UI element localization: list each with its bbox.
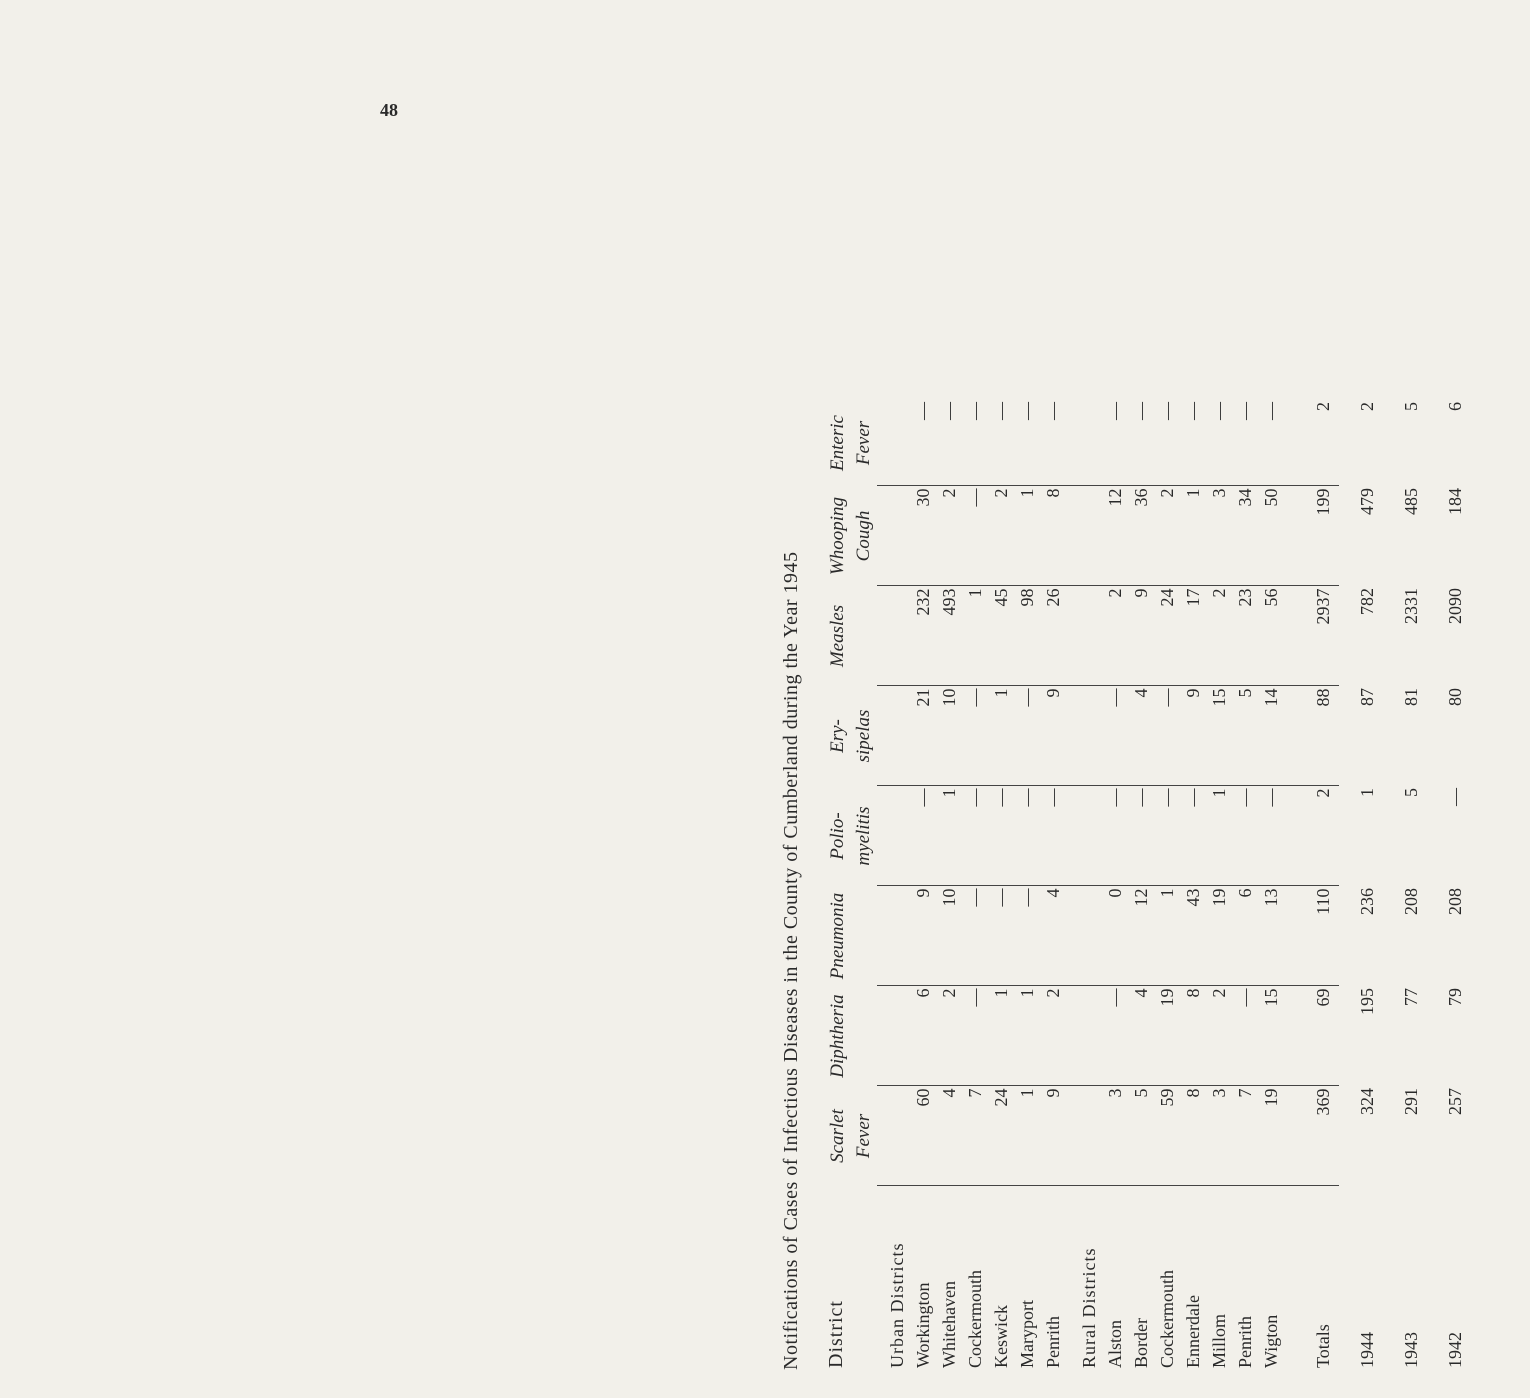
table-cell: 3 xyxy=(1209,1086,1235,1186)
row-label: Penrith xyxy=(1043,1316,1063,1368)
table-cell: — xyxy=(1017,400,1043,486)
table-cell: 1 xyxy=(991,986,1017,1086)
table-cell: 88 xyxy=(1287,686,1339,786)
table-cell: — xyxy=(1131,400,1157,486)
table-cell: 80 xyxy=(1445,688,1465,706)
table-cell: 3 xyxy=(1209,486,1235,586)
table-cell xyxy=(1069,1086,1105,1186)
row-label: Border xyxy=(1131,1318,1151,1368)
table-cell: — xyxy=(1157,686,1183,786)
table-cell: 2 xyxy=(1287,786,1339,886)
row-label: Urban Districts xyxy=(887,1242,907,1368)
table-cell: — xyxy=(913,400,939,486)
table-cell: 8 xyxy=(1183,986,1209,1086)
table-cell: 2 xyxy=(991,486,1017,586)
table-cell xyxy=(877,986,913,1086)
table-row xyxy=(1183,400,1209,1370)
table-cell: 81 xyxy=(1401,688,1421,706)
row-label: Ennerdale xyxy=(1183,1295,1203,1368)
table-cell: 208 xyxy=(1401,888,1421,915)
table-cell: 6 xyxy=(1445,402,1465,411)
table-cell: 369 xyxy=(1287,1086,1339,1186)
table-cell xyxy=(1069,486,1105,586)
table-cell: — xyxy=(965,786,991,886)
table-cell: 1 xyxy=(1017,486,1043,586)
table-cell: 4 xyxy=(1043,886,1069,986)
table-cell: 2937 xyxy=(1287,586,1339,686)
table-cell: 5 xyxy=(1131,1086,1157,1186)
table-cell: 7 xyxy=(965,1086,991,1186)
table-cell: 4 xyxy=(939,1086,965,1186)
table-cell: 45 xyxy=(991,586,1017,686)
table-cell: 479 xyxy=(1357,488,1377,515)
table-cell: 8 xyxy=(1183,1086,1209,1186)
col-district: District xyxy=(825,1300,847,1368)
table-cell: — xyxy=(965,886,991,986)
row-label: Workington xyxy=(913,1282,933,1368)
table-cell: — xyxy=(1131,786,1157,886)
table-cell: 9 xyxy=(1043,686,1069,786)
table-cell: 1 xyxy=(1017,986,1043,1086)
table-cell: — xyxy=(1043,400,1069,486)
table-cell xyxy=(1069,886,1105,986)
col-whooping-cough: Whooping Cough xyxy=(827,496,874,576)
table-cell: 19 xyxy=(1261,1086,1287,1186)
table-cell: 15 xyxy=(1209,686,1235,786)
table-cell xyxy=(877,686,913,786)
table-cell xyxy=(877,886,913,986)
table-cell: 12 xyxy=(1105,486,1131,586)
row-label: Millom xyxy=(1209,1313,1229,1368)
table-cell: — xyxy=(939,400,965,486)
table-cell: 1 xyxy=(1017,1086,1043,1186)
table-cell: — xyxy=(1017,886,1043,986)
group-header-rural xyxy=(1069,400,1105,1370)
table-cell xyxy=(877,586,913,686)
row-label: 1942 xyxy=(1445,1332,1465,1368)
table-cell: 30 xyxy=(913,486,939,586)
table-cell xyxy=(877,486,913,586)
table-cell: 77 xyxy=(1401,988,1421,1006)
table-cell: 21 xyxy=(913,686,939,786)
year-row xyxy=(1383,400,1427,1370)
year-row xyxy=(1427,400,1471,1370)
table-cell: 34 xyxy=(1235,486,1261,586)
row-label: Maryport xyxy=(1017,1300,1037,1368)
table-cell: — xyxy=(965,686,991,786)
table-body xyxy=(877,400,1471,1370)
table-cell: 79 xyxy=(1445,988,1465,1006)
table-cell: 1 xyxy=(1157,886,1183,986)
table-cell: 0 xyxy=(1105,886,1131,986)
table-cell: 60 xyxy=(913,1086,939,1186)
table-cell: 24 xyxy=(991,1086,1017,1186)
row-label: 1943 xyxy=(1401,1332,1421,1368)
table-cell: 10 xyxy=(939,686,965,786)
table-cell: 4 xyxy=(1131,686,1157,786)
col-enteric-fever: Enteric Fever xyxy=(827,415,874,471)
table-cell: 2 xyxy=(1209,986,1235,1086)
row-label: Penrith xyxy=(1235,1316,1255,1368)
table-cell: 59 xyxy=(1157,1086,1183,1186)
table-cell: 9 xyxy=(1131,586,1157,686)
table-cell: 324 xyxy=(1357,1088,1377,1115)
table-cell: 2 xyxy=(1105,586,1131,686)
table-cell: 26 xyxy=(1043,586,1069,686)
page-title: Notifications of Cases of Infectious Diseases in the County of Cumberland during the Year 1945 xyxy=(780,551,802,1370)
table-cell: — xyxy=(991,786,1017,886)
table-cell: 2 xyxy=(939,986,965,1086)
table-cell: — xyxy=(1261,786,1287,886)
table-cell: — xyxy=(965,486,991,586)
col-diphtheria: Diphtheria xyxy=(827,994,848,1078)
table-cell: 1 xyxy=(1183,486,1209,586)
table-row xyxy=(1131,400,1157,1370)
rotated-page xyxy=(770,10,1530,1370)
row-label: Rural Districts xyxy=(1079,1247,1099,1368)
table-cell: 36 xyxy=(1131,486,1157,586)
table-cell: 87 xyxy=(1357,688,1377,706)
page-number: 48 xyxy=(380,100,398,120)
table-cell: — xyxy=(1105,786,1131,886)
table-row xyxy=(1017,400,1043,1370)
row-label: Wigton xyxy=(1261,1314,1281,1368)
table-cell: 184 xyxy=(1445,488,1465,515)
table-cell: 2 xyxy=(1287,400,1339,486)
table-cell: 13 xyxy=(1261,886,1287,986)
table-cell: — xyxy=(991,886,1017,986)
group-header-urban xyxy=(877,400,913,1370)
table-cell: 6 xyxy=(913,986,939,1086)
table-row xyxy=(1157,400,1183,1370)
col-scarlet-fever: Scarlet Fever xyxy=(827,1109,874,1163)
table-cell xyxy=(877,1086,913,1186)
table-cell: 14 xyxy=(1261,686,1287,786)
table-cell: — xyxy=(1017,686,1043,786)
table-cell xyxy=(1069,986,1105,1086)
row-label: Cockermouth xyxy=(965,1270,985,1368)
notifications-table xyxy=(825,400,1471,1370)
row-label: 1944 xyxy=(1357,1332,1377,1368)
table-cell: — xyxy=(1017,786,1043,886)
table-cell: 56 xyxy=(1261,586,1287,686)
col-measles: Measles xyxy=(827,604,848,668)
table-cell: 195 xyxy=(1357,988,1377,1015)
table-cell: 7 xyxy=(1235,1086,1261,1186)
table-cell: 110 xyxy=(1287,886,1339,986)
table-cell: — xyxy=(1043,786,1069,886)
table-cell: 2331 xyxy=(1401,588,1421,624)
table-cell: 1 xyxy=(1357,788,1377,797)
table-cell: 5 xyxy=(1401,402,1421,411)
row-label: Totals xyxy=(1313,1324,1333,1368)
table-row xyxy=(1105,400,1131,1370)
table-cell: 782 xyxy=(1357,588,1377,615)
table-row xyxy=(913,400,939,1370)
table-cell: 9 xyxy=(913,886,939,986)
header-row xyxy=(825,400,877,1370)
col-erysipelas: Ery- sipelas xyxy=(827,709,874,763)
row-label: Keswick xyxy=(991,1305,1011,1368)
table-cell: 232 xyxy=(913,586,939,686)
table-cell: 2 xyxy=(1209,586,1235,686)
table-cell: 50 xyxy=(1261,486,1287,586)
table-cell: 9 xyxy=(1043,1086,1069,1186)
table-row xyxy=(1209,400,1235,1370)
year-row xyxy=(1339,400,1383,1370)
table-cell: 98 xyxy=(1017,586,1043,686)
table-cell: 257 xyxy=(1445,1088,1465,1115)
table-cell: — xyxy=(1183,786,1209,886)
table-cell: 2 xyxy=(1357,402,1377,411)
col-pneumonia: Pneumonia xyxy=(827,892,848,980)
table-cell: 2090 xyxy=(1445,588,1465,624)
row-label: Cockermouth xyxy=(1157,1270,1177,1368)
table-cell: 1 xyxy=(991,686,1017,786)
table-cell: — xyxy=(965,400,991,486)
table-cell: 43 xyxy=(1183,886,1209,986)
table-cell: 1 xyxy=(965,586,991,686)
table-cell: 24 xyxy=(1157,586,1183,686)
table-cell xyxy=(1069,586,1105,686)
table-cell: — xyxy=(1157,786,1183,886)
table-cell: — xyxy=(1183,400,1209,486)
table-row xyxy=(1235,400,1261,1370)
table-row xyxy=(939,400,965,1370)
table-cell: 493 xyxy=(939,586,965,686)
table-cell: 69 xyxy=(1287,986,1339,1086)
table-cell: — xyxy=(1235,786,1261,886)
table-cell: 199 xyxy=(1287,486,1339,586)
table-cell: — xyxy=(991,400,1017,486)
table-row xyxy=(1261,400,1287,1370)
table-cell: 2 xyxy=(1043,986,1069,1086)
table-cell: 2 xyxy=(939,486,965,586)
table-cell: 9 xyxy=(1183,686,1209,786)
table-cell: 5 xyxy=(1235,686,1261,786)
table-cell: — xyxy=(1209,400,1235,486)
table-cell: 8 xyxy=(1043,486,1069,586)
table-row xyxy=(991,400,1017,1370)
table-cell: 236 xyxy=(1357,888,1377,915)
table-cell: 2 xyxy=(1157,486,1183,586)
row-label: Alston xyxy=(1105,1319,1125,1368)
table-cell: 4 xyxy=(1131,986,1157,1086)
table-cell xyxy=(1069,400,1105,486)
table-cell: — xyxy=(1235,986,1261,1086)
table-cell: 19 xyxy=(1157,986,1183,1086)
table-cell: 15 xyxy=(1261,986,1287,1086)
table-cell: 10 xyxy=(939,886,965,986)
table-cell: — xyxy=(965,986,991,1086)
table-cell: — xyxy=(1235,400,1261,486)
table-cell xyxy=(1069,686,1105,786)
table-cell: 6 xyxy=(1235,886,1261,986)
row-label: Whitehaven xyxy=(939,1281,959,1368)
table-cell: 208 xyxy=(1445,888,1465,915)
table-cell: — xyxy=(1105,686,1131,786)
table-cell: 19 xyxy=(1209,886,1235,986)
table-cell: — xyxy=(913,786,939,886)
table-row xyxy=(1043,400,1069,1370)
table-cell: — xyxy=(1105,400,1131,486)
table-cell: 5 xyxy=(1401,788,1421,797)
table-cell: 1 xyxy=(939,786,965,886)
table-cell: 291 xyxy=(1401,1088,1421,1115)
table-cell: — xyxy=(1157,400,1183,486)
table-cell: — xyxy=(1445,788,1465,806)
table-cell: 485 xyxy=(1401,488,1421,515)
table-cell: 3 xyxy=(1105,1086,1131,1186)
table-cell: 1 xyxy=(1209,786,1235,886)
table-cell xyxy=(1069,786,1105,886)
col-polio: Polio- myelitis xyxy=(827,806,874,866)
table-cell: 23 xyxy=(1235,586,1261,686)
table-row xyxy=(965,400,991,1370)
table-cell: — xyxy=(1261,400,1287,486)
table-cell: 17 xyxy=(1183,586,1209,686)
table-cell xyxy=(877,400,913,486)
table-cell: — xyxy=(1105,986,1131,1086)
table-cell: 12 xyxy=(1131,886,1157,986)
table-cell xyxy=(877,786,913,886)
totals-row xyxy=(1287,400,1339,1370)
